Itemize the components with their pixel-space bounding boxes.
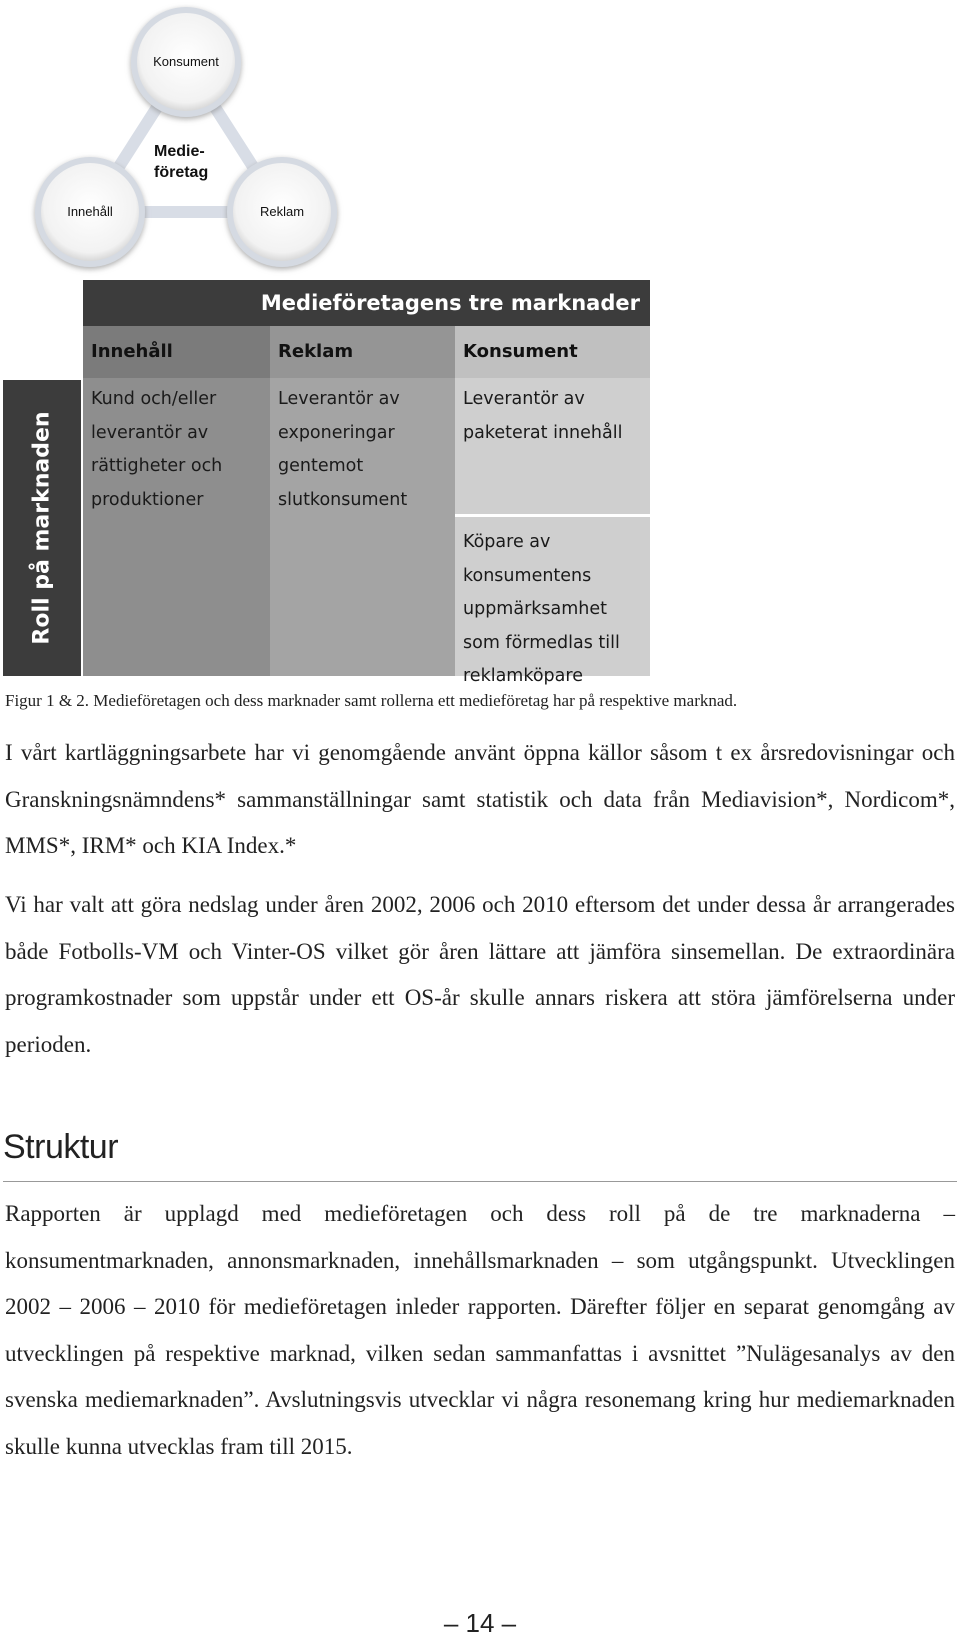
column-header-reklam: Reklam: [270, 326, 455, 378]
cell-line: leverantör av: [91, 422, 209, 443]
column-body-konsument-buyer: [463, 526, 620, 694]
figure-caption: Figur 1 & 2. Medieföretagen och dess marknader samt rollerna ett medieföretag har på respektive marknad.: [5, 691, 738, 710]
circle-innehall-label: Innehåll: [67, 204, 113, 219]
center-label-line2: företag: [154, 164, 209, 181]
cell-line: som förmedlas till: [463, 632, 620, 653]
center-label-line1: Medie-: [154, 143, 205, 160]
circle-reklam-label: Reklam: [259, 204, 305, 219]
section-heading: Struktur: [3, 1128, 119, 1166]
column-innehall: [83, 326, 270, 676]
media-company-diagram: [0, 0, 960, 290]
side-label-bar: [3, 380, 81, 676]
cell-line: konsumentens: [463, 565, 592, 586]
table-title-text: Medieföretagens tre marknader: [260, 291, 640, 315]
markets-table: [0, 280, 650, 686]
cell-line: rättigheter och: [91, 456, 223, 476]
column-body-reklam: [278, 383, 407, 517]
paragraph-sources: I vårt kartläggningsarbete har vi genomgående använt öppna källor såsom t ex årsredovisningar och Granskningsnämndens* sammanställningar samt statistik och data från Mediavision*, Nordicom*, MMS*, IRM* och KIA Index.*: [5, 740, 955, 858]
center-label: [154, 141, 208, 183]
cell-line: slutkonsument: [278, 489, 408, 510]
cell-line: Leverantör av: [463, 389, 585, 409]
cell-line: exponeringar: [278, 422, 395, 443]
circle-konsument-label: Konsument: [153, 54, 219, 69]
cell-line: Leverantör av: [278, 389, 400, 409]
table-title: [83, 280, 650, 326]
cell-divider: [455, 514, 650, 517]
paragraph-years: Vi har valt att göra nedslag under åren 2002, 2006 och 2010 eftersom det under dessa år arrangerades både Fotbolls-VM och Vinter-OS vilket gör åren lättare att jämföra sinsemellan. De extraordinära programkostnader som uppstår under ett OS-år skulle annars riskera att störa jämförelserna under perioden.: [5, 892, 955, 1057]
column-reklam: [270, 326, 455, 676]
cell-line: Kund och/eller: [91, 389, 217, 409]
side-label: Roll på marknaden: [29, 411, 55, 645]
cell-line: produktioner: [91, 489, 204, 510]
cell-line: reklamköpare: [463, 666, 583, 686]
heading-rule: [3, 1181, 957, 1182]
column-body-innehall: [91, 383, 222, 517]
column-header-konsument: Konsument: [455, 326, 650, 378]
column-konsument: [455, 326, 650, 686]
page-number: – 14 –: [443, 1608, 517, 1638]
diagram-shapes: [0, 0, 960, 290]
paragraph-structure: Rapporten är upplagd med medieföretagen och dess roll på de tre marknaderna – konsumentmarknaden, annonsmarknaden, innehållsmarknaden – som utgångspunkt. Utvecklingen 2002 – 2006 – 2010 för medieföretagen inleder rapporten. Därefter följer en separat genomgång av utvecklingen på respektive marknad, vilken sedan sammanfattas i avsnittet ”Nulägesanalys av den svenska mediemarknaden”. Avslutningsvis utvecklar vi några resonemang kring hur mediemarknaden skulle kunna utvecklas fram till 2015.: [5, 1201, 955, 1459]
cell-line: paketerat innehåll: [463, 422, 623, 443]
cell-line: uppmärksamhet: [463, 599, 608, 619]
cell-line: gentemot: [278, 456, 364, 476]
cell-line: Köpare av: [463, 532, 551, 552]
column-header-innehall: Innehåll: [83, 326, 270, 378]
column-body-konsument-supplier: [463, 383, 622, 450]
